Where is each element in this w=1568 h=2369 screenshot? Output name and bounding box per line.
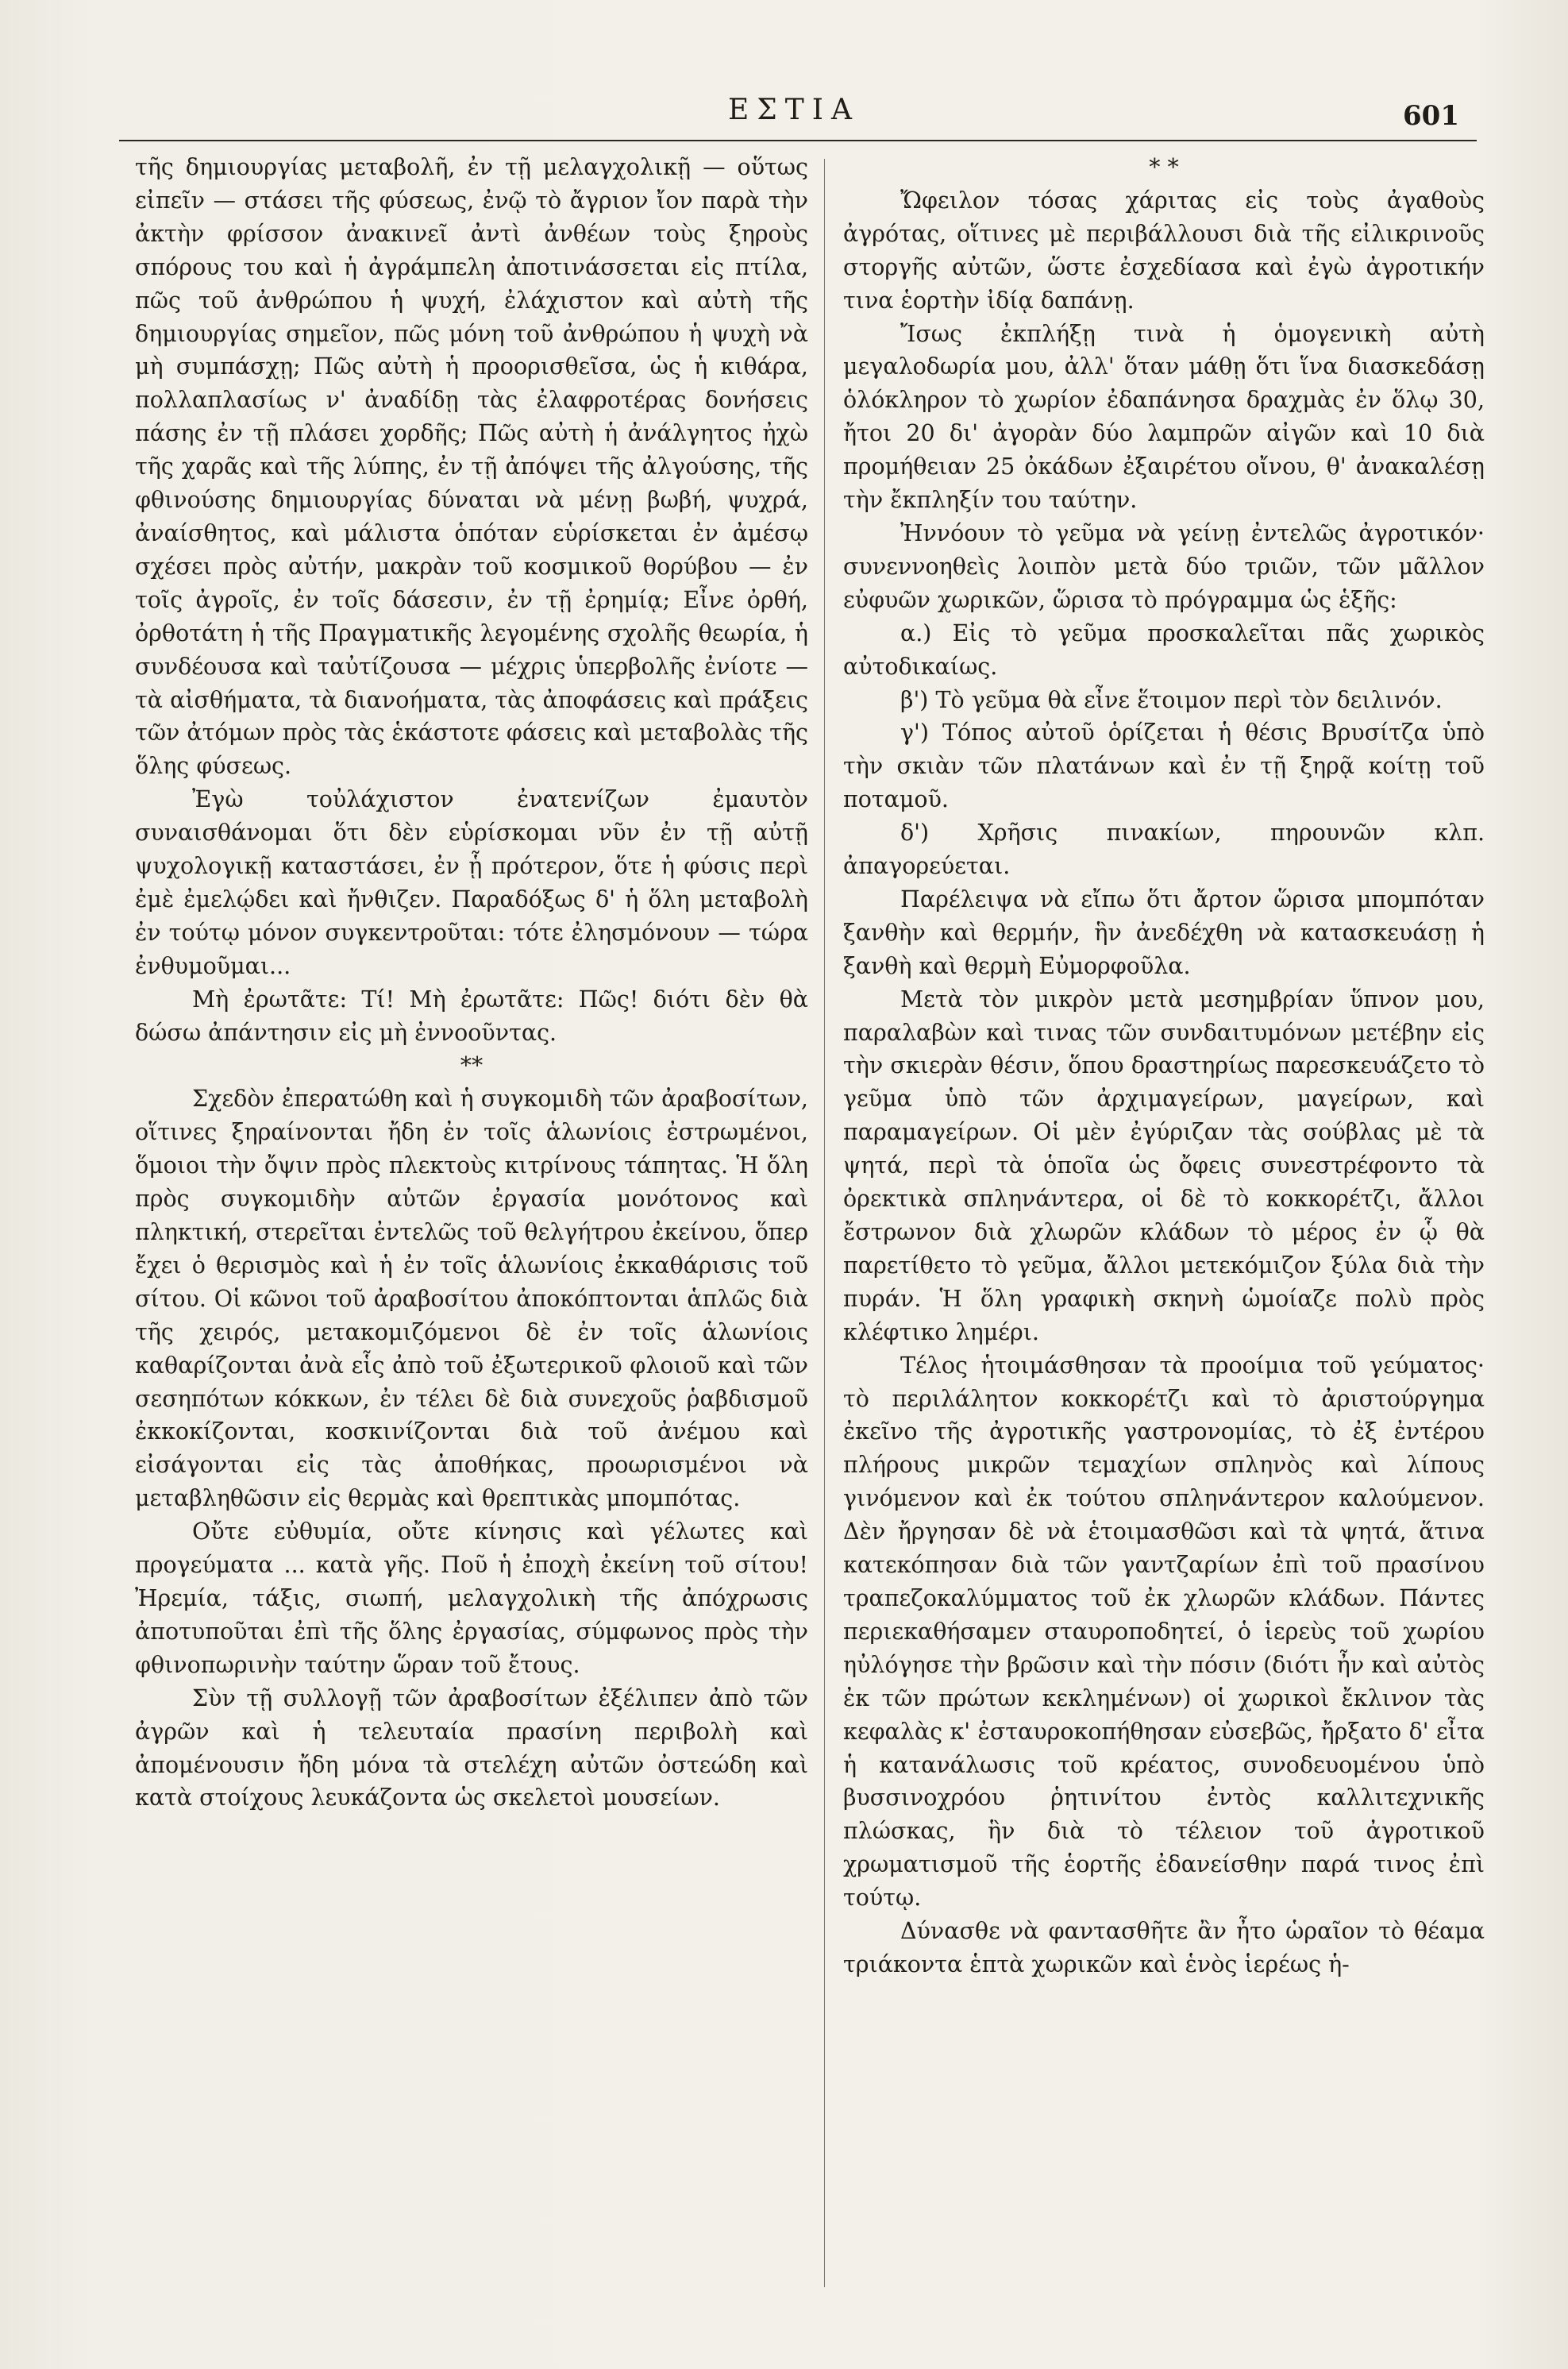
paragraph: Μὴ ἐρωτᾶτε: Τί! Μὴ ἐρωτᾶτε: Πῶς! διότι δὲν θὰ δώσω ἀπάντησιν εἰς μὴ ἐννοοῦντας. — [135, 986, 808, 1046]
left-column — [135, 151, 808, 1815]
paragraph: Μετὰ τὸν μικρὸν μετὰ μεσημβρίαν ὕπνον μου, παραλαβὼν καὶ τινας τῶν συνδαιτυμόνων μετέβην εἰς τὴν σκιερὰν θέσιν, ὅπου δραστηρίως παρεσκευάζετο τὸ γεῦμα ὑπὸ τῶν ἀρχιμαγείρων, μαγείρων, καὶ παραμαγείρων. Οἱ μὲν ἐγύριζαν τὰς σούβλας μὲ τὰ ψητά, περὶ τὰ ὁποῖα ὡς ὄφεις συνεστρέφοντο τὰ ὀρεκτικὰ σπληνάντερα, οἱ δὲ τὸ κοκκορέτζι, ἄλλοι ἔστρωνον διὰ χλωρῶν κλάδων τὸ μέρος ἐν ᾧ θὰ παρετίθετο τὸ γεῦμα, ἄλλοι μετεκόμιζον ξύλα διὰ τὴν πυράν. Ἡ ὅλη γραφικὴ σκηνὴ ὡμοίαζε πολὺ πρὸς κλέφτικο λημέρι. — [843, 986, 1485, 1345]
paragraph: Σὺν τῇ συλλογῇ τῶν ἀραβοσίτων ἐξέλιπεν ἀπὸ τῶν ἀγρῶν καὶ ἡ τελευταία πρασίνη περιβολὴ καὶ ἀπομένουσιν ἤδη μόνα τὰ στελέχη αὐτῶν ὀστεώδη καὶ κατὰ στοίχους λευκάζοντα ὡς σκελετοὶ μουσείων. — [135, 1684, 808, 1811]
paragraph: Δύνασθε νὰ φαντασθῆτε ἂν ἦτο ὡραῖον τὸ θέαμα τριάκοντα ἑπτὰ χωρικῶν καὶ ἑνὸς ἱερέως ἡ- — [843, 1918, 1485, 1977]
paragraph: Ὤφειλον τόσας χάριτας εἰς τοὺς ἀγαθοὺς ἀγρότας, οἵτινες μὲ περιβάλλουσι διὰ τῆς εἰλικρινοῦς στοργῆς αὐτῶν, ὥστε ἐσχεδίασα καὶ ἐγὼ ἀγροτικήν τινα ἑορτὴν ἰδίᾳ δαπάνῃ. — [843, 187, 1485, 314]
paragraph: Οὔτε εὐθυμία, οὔτε κίνησις καὶ γέλωτες καὶ προγεύματα ... κατὰ γῆς. Ποῦ ἡ ἐποχὴ ἐκείνη τοῦ σίτου! Ἠρεμία, τάξις, σιωπή, μελαγχολικὴ τῆς ἀπόχρωσις ἀποτυποῦται ἐπὶ τῆς ὅλης ἐργασίας, σύμφωνος πρὸς τὴν φθινοπωρινὴν ταύτην ὥραν τοῦ ἔτους. — [135, 1518, 808, 1678]
column-divider — [824, 159, 825, 2287]
program-item: β') Τὸ γεῦμα θὰ εἶνε ἕτοιμον περὶ τὸν δειλινόν. — [900, 686, 1443, 713]
program-item: α.) Εἰς τὸ γεῦμα προσκαλεῖται πᾶς χωρικὸς αὐτοδικαίως. — [843, 619, 1485, 680]
section-stars: ** — [460, 1052, 483, 1079]
paragraph: Παρέλειψα νὰ εἴπω ὅτι ἄρτον ὥρισα μπομπόταν ξανθὴν καὶ θερμήν, ἣν ἀνεδέχθη νὰ κατασκευάσῃ ἡ ξανθὴ καὶ θερμὴ Εὐμορφοῦλα. — [843, 885, 1485, 979]
paragraph: Ἴσως ἐκπλήξῃ τινὰ ἡ ὁμογενικὴ αὐτὴ μεγαλοδωρία μου, ἀλλ' ὅταν μάθῃ ὅτι ἵνα διασκεδάσῃ ὁλόκληρον τὸ χωρίον ἐδαπάνησα δραχμὰς ἐν ὅλῳ 30, ἤτοι 20 δι' ἀγορὰν δύο λαμπρῶν αἰγῶν καὶ 10 διὰ προμήθειαν 25 ὀκάδων ἐξαιρέτου οἴνου, θ' ἀνακαλέσῃ τὴν ἔκπληξίν του ταύτην. — [843, 320, 1485, 514]
journal-title: ΕΣΤΙΑ — [728, 94, 860, 126]
right-column — [843, 151, 1485, 1981]
paragraph: Τέλος ἡτοιμάσθησαν τὰ προοίμια τοῦ γεύματος· τὸ περιλάλητον κοκκορέτζι καὶ τὸ ἀριστούργημα ἐκεῖνο τῆς ἀγροτικῆς γαστρονομίας, τὸ ἐξ ἐντέρου πλήρους μικρῶν τεμαχίων σπληνὸς καὶ λίπους γινόμενον καὶ ἐκ τούτου σπληνάντερον καλούμενον. Δὲν ἤργησαν δὲ νὰ ἑτοιμασθῶσι καὶ τὰ ψητά, ἅτινα κατεκόπησαν διὰ τῶν γαντζαρίων ἐπὶ τοῦ πρασίνου τραπεζοκαλύμματος τοῦ ἐκ χλωρῶν κλάδων. Πάντες περιεκαθήσαμεν σταυροποδητεί, ὁ ἱερεὺς τοῦ χωρίου ηὐλόγησε τὴν βρῶσιν καὶ τὴν πόσιν (διότι ἦν καὶ αὐτὸς ἐκ τῶν πρώτων κεκλημένων) οἱ χωρικοὶ ἔκλινον τὰς κεφαλὰς κ' ἐσταυροκοπήθησαν εὐσεβῶς, ἤρξατο δ' εἶτα ἡ κατανάλωσις τοῦ κρέατος, συνοδευομένου ὑπὸ βυσσινοχρόου ῥητινίτου ἐντὸς καλλιτεχνικῆς πλώσκας, ἣν διὰ τὸ τέλειον τοῦ ἀγροτικοῦ χρωματισμοῦ τῆς ἑορτῆς ἐδανείσθην παρά τινος ἐπὶ τούτῳ. — [843, 1352, 1485, 1912]
paragraph: Ἐγὼ τοὐλάχιστον ἐνατενίζων ἐμαυτὸν συναισθάνομαι ὅτι δὲν εὑρίσκομαι νῦν ἐν τῇ αὐτῇ ψυχολογικῇ καταστάσει, ἐν ᾗ πρότερον, ὅτε ἡ φύσις περὶ ἐμὲ ἐμελῴδει καὶ ἤνθιζεν. Παραδόξως δ' ἡ ὅλη μεταβολὴ ἐν τούτῳ μόνον συγκεντροῦται: τότε ἐλησμόνουν — τώρα ἐνθυμοῦμαι... — [135, 786, 808, 979]
program-item: γ') Τόπος αὐτοῦ ὁρίζεται ἡ θέσις Βρυσίτζα ὑπὸ τὴν σκιὰν τῶν πλατάνων καὶ ἐν τῇ ξηρᾷ κοίτῃ τοῦ ποταμοῦ. — [843, 720, 1485, 813]
running-header — [119, 89, 1469, 137]
paragraph: Ἠννόουν τὸ γεῦμα νὰ γείνῃ ἐντελῶς ἀγροτικόν· συνεννοηθεὶς λοιπὸν μετὰ δύο τριῶν, τῶν μᾶλλον εὐφυῶν χωρικῶν, ὥρισα τὸ πρόγραμμα ὡς ἑξῆς: — [843, 519, 1485, 613]
program-item: δ') Χρῆσις πινακίων, πηρουνῶν κλπ. ἀπαγορεύεται. — [843, 820, 1485, 880]
section-stars: * * — [1149, 154, 1179, 180]
paragraph: τῆς δημιουργίας μεταβολῆ, ἐν τῇ μελαγχολικῇ — οὕτως εἰπεῖν — στάσει τῆς φύσεως, ἐνῷ τὸ ἄγριον ἴον παρὰ τὴν ἀκτὴν φρίσσον ἀνακινεῖ ἀντὶ ἀνθέων τοὺς ξηροὺς σπόρους του καὶ ἡ ἀγράμπελη ἀποτινάσσεται εἰς πτίλα, πῶς τοῦ ἀνθρώπου ἡ ψυχή, ἐλάχιστον καὶ αὐτὴ τῆς δημιουργίας σημεῖον, πῶς μόνη τοῦ ἀνθρώπου ἡ ψυχὴ νὰ μὴ συμπάσχῃ; Πῶς αὐτὴ ἡ προορισθεῖσα, ὡς ἡ κιθάρα, πολλαπλασίως ν' ἀναδίδῃ τὰς ἐλαφροτέρας δονήσεις πάσης ἐν τῇ πλάσει χορδῆς; Πῶς αὐτὴ ἡ ἀνάλγητος ἠχὼ τῆς χαρᾶς καὶ τῆς λύπης, ἐν τῇ ἀπόψει τῆς ἀλγούσης, τῆς φθινούσης δημιουργίας δύναται νὰ μένῃ βωβή, ψυχρά, ἀναίσθητος, καὶ μάλιστα ὁπόταν εὑρίσκεται ἐν ἀμέσῳ σχέσει πρὸς αὐτήν, μακρὰν τοῦ κοσμικοῦ θορύβου — ἐν τοῖς ἀγροῖς, ἐν τοῖς δάσεσιν, ἐν τῇ ἐρημίᾳ; Εἶνε ὀρθή, ὀρθοτάτη ἡ τῆς Πραγματικῆς λεγομένης σχολῆς θεωρία, ἡ συνδέουσα καὶ ταὐτίζουσα — μέχρις ὑπερβολῆς ἐνίοτε — τὰ αἰσθήματα, τὰ διανοήματα, τὰς ἀποφάσεις καὶ πράξεις τῶν ἀτόμων πρὸς τὰς ἑκάστοτε φάσεις καὶ μεταβολὰς τῆς ὅλης φύσεως. — [135, 154, 808, 780]
paragraph: Σχεδὸν ἐπερατώθη καὶ ἡ συγκομιδὴ τῶν ἀραβοσίτων, οἵτινες ξηραίνονται ἤδη ἐν τοῖς ἁλωνίοις ἐστρωμένοι, ὅμοιοι τὴν ὄψιν πρὸς πλεκτοὺς κιτρίνους τάπητας. Ἡ ὅλη πρὸς συγκομιδὴν αὐτῶν ἐργασία μονότονος καὶ πληκτική, στερεῖται ἐντελῶς τοῦ θελγήτρου ἐκείνου, ὅπερ ἔχει ὁ θερισμὸς καὶ ἡ ἐν τοῖς ἁλωνίοις ἐκκαθάρισις τοῦ σίτου. Οἱ κῶνοι τοῦ ἀραβοσίτου ἀποκόπτονται ἁπλῶς διὰ τῆς χειρός, μετακομιζόμενοι δὲ ἐν τοῖς ἁλωνίοις καθαρίζονται ἀνὰ εἷς ἀπὸ τοῦ ἐξωτερικοῦ φλοιοῦ καὶ τῶν σεσηπότων κόκκων, ἐν τέλει δὲ διὰ συνεχοῦς ῥαβδισμοῦ ἐκκοκίζονται, κοσκινίζονται διὰ τοῦ ἀνέμου καὶ εἰσάγονται εἰς τὰς ἀποθήκας, προωρισμένοι νὰ μεταβληθῶσιν εἰς θερμὰς καὶ θρεπτικὰς μπομπότας. — [135, 1086, 808, 1512]
header-rule — [119, 140, 1477, 141]
page-number: 601 — [1403, 100, 1459, 132]
